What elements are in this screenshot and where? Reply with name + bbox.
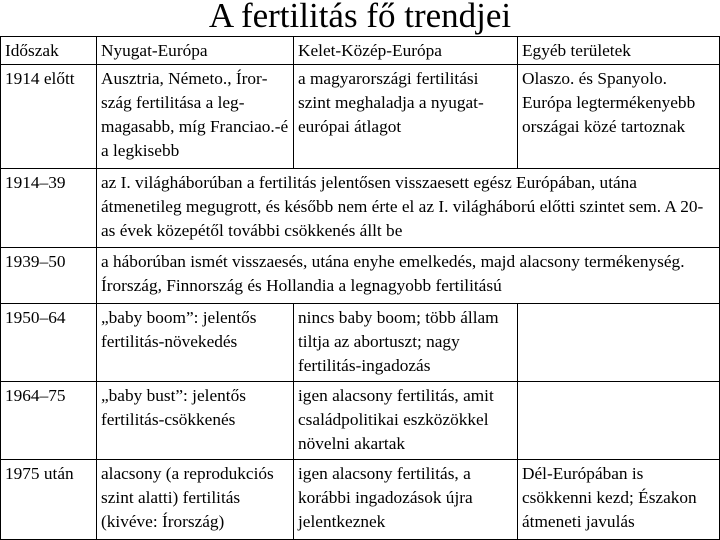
cell-all-regions: az I. világháborúban a fertilitás jelentősen visszaesett egész Európában, utána átmenetileg megugrott, és később nem érte el az I. világháború előtti szintet sem. A 20-as évek közepétől további csökkenés állt be	[97, 169, 720, 248]
cell-western-europe: Ausztria, Németo., Írország fertilitása a legmagasabb, míg Franciao.-é a legkisebb	[97, 65, 294, 169]
cell-western-europe: „baby boom”: jelentős fertilitás-növekedés	[97, 304, 294, 382]
cell-central-eastern-europe: igen alacsony fertilitás, amit családpolitikai eszközökkel növelni akartak	[294, 382, 518, 460]
cell-period: 1950–64	[1, 304, 97, 382]
cell-other-areas: Olaszo. és Spanyolo. Európa legtermékenyebb országai közé tartoznak	[518, 65, 720, 169]
cell-other-areas: Dél-Európában is csökkenni kezd; Északon átmeneti javulás	[518, 460, 720, 540]
header-period: Időszak	[1, 37, 97, 65]
cell-period: 1975 után	[1, 460, 97, 540]
cell-period: 1914–39	[1, 169, 97, 248]
cell-period: 1914 előtt	[1, 65, 97, 169]
cell-period: 1964–75	[1, 382, 97, 460]
cell-western-europe: alacsony (a reprodukciós szint alatti) fertilitás (kivéve: Írország)	[97, 460, 294, 540]
table-header-row	[1, 37, 720, 65]
table-row	[1, 65, 720, 169]
slide-title: A fertilitás fő trendjei	[208, 0, 512, 35]
cell-western-europe: „baby bust”: jelentős fertilitás-csökkenés	[97, 382, 294, 460]
header-central-eastern-europe: Kelet-Közép-Európa	[294, 37, 518, 65]
cell-other-areas	[518, 382, 720, 460]
table-row	[1, 169, 720, 248]
table-row	[1, 248, 720, 304]
cell-central-eastern-europe: igen alacsony fertilitás, a korábbi ingadozások újra jelentkeznek	[294, 460, 518, 540]
table-row	[1, 382, 720, 460]
table-row	[1, 460, 720, 540]
table-row	[1, 304, 720, 382]
header-western-europe: Nyugat-Európa	[97, 37, 294, 65]
fertility-trends-table	[0, 36, 720, 540]
cell-period: 1939–50	[1, 248, 97, 304]
cell-other-areas	[518, 304, 720, 382]
header-other-areas: Egyéb területek	[518, 37, 720, 65]
cell-central-eastern-europe: nincs baby boom; több állam tiltja az abortuszt; nagy fertilitás-ingadozás	[294, 304, 518, 382]
cell-central-eastern-europe: a magyarországi fertilitási szint meghaladja a nyugat-európai átlagot	[294, 65, 518, 169]
cell-all-regions: a háborúban ismét visszaesés, utána enyhe emelkedés, majd alacsony termékenység. Írország, Finnország és Hollandia a legnagyobb fertilitású	[97, 248, 720, 304]
